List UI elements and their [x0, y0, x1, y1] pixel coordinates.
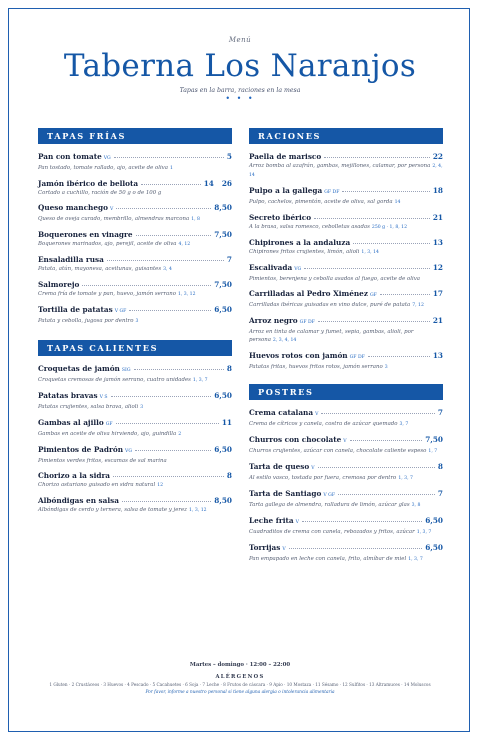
dish-price: 7,50 — [214, 230, 232, 239]
menu-item-row — [38, 179, 232, 188]
dish-description-text: Churros crujientes, azúcar con canela, chocolate caliente espeso — [249, 448, 427, 454]
allergen-codes: 3 — [135, 319, 139, 324]
menu-item-row — [38, 255, 232, 264]
menu-item-row — [249, 289, 443, 300]
dotted-leader — [122, 500, 211, 502]
dish-description-text: Patatas crujientes, salsa brava, alioli — [38, 404, 139, 410]
dish-description-text: Patata y cebolla, jugosa por dentro — [38, 318, 134, 324]
dietary-tags: V GF — [114, 309, 127, 314]
menu-item — [249, 462, 443, 483]
dotted-leader — [321, 412, 435, 414]
dietary-tags: GF — [369, 293, 377, 298]
menu-item — [38, 496, 232, 515]
dish-name: Salmorejo — [38, 280, 80, 289]
menu-item-row — [38, 445, 232, 456]
menu-item — [38, 391, 232, 412]
menu-subtitle: Tapas en la barra, raciones en la mesa — [179, 87, 301, 94]
allergen-codes: 12 — [157, 483, 164, 488]
dish-description-text: Pimientos verdes fritos, escamas de sal marina — [38, 458, 167, 464]
allergen-codes: 2 — [178, 432, 182, 437]
dotted-leader — [318, 466, 435, 468]
dotted-leader — [350, 439, 423, 441]
dish-description — [249, 223, 443, 232]
dish-description — [38, 457, 232, 465]
dish-description-text: Chorizo asturiano guisado en sidra natural — [38, 482, 156, 488]
dotted-leader — [82, 284, 211, 286]
opening-hours: Martes – domingo · 12:00 – 22:00 — [189, 662, 291, 668]
menu-item — [38, 230, 232, 249]
menu-item — [38, 364, 232, 385]
dish-description — [249, 447, 443, 456]
allergen-codes: 1, 8 — [191, 217, 200, 222]
dotted-leader — [116, 207, 211, 209]
dish-description-text: Crema fría de tomate y pan, huevo, jamón serrano — [38, 291, 176, 297]
dish-description-text: Cortado a cuchillo, ración de 50 g o de 100 g — [38, 190, 162, 196]
dotted-leader — [368, 355, 430, 357]
allergen-codes: 2, 3, 4, 14 — [272, 338, 297, 343]
dish-name: Croquetas de jamón — [38, 364, 120, 373]
dotted-leader — [324, 156, 430, 158]
allergen-codes: 1, 3, 12 — [189, 508, 207, 513]
dietary-tags: VG — [125, 449, 133, 454]
dish-name: Pan con tomate — [38, 152, 102, 161]
dish-price: 17 — [432, 289, 443, 298]
menu-footer — [20, 662, 460, 695]
menu-item-row — [38, 280, 232, 289]
dotted-leader — [113, 475, 224, 477]
menu-item — [249, 408, 443, 429]
dish-name: Gambas al ajillo — [38, 418, 104, 427]
allergen-codes: 1, 3, 7 — [398, 476, 413, 481]
dietary-tags: V GF — [323, 493, 336, 498]
allergen-codes: 3, 7 — [399, 422, 409, 427]
allergen-codes: 1, 3, 7 — [416, 530, 432, 535]
dotted-leader — [136, 234, 212, 236]
menu-item — [249, 435, 443, 456]
menu-item — [38, 305, 232, 326]
menu-item — [249, 289, 443, 310]
dietary-tags: GF DF — [324, 190, 340, 195]
dish-price: 7 — [437, 489, 443, 498]
dish-name: Secreto ibérico — [249, 213, 312, 222]
dish-price: 7,50 — [214, 280, 232, 289]
dish-price: 21 — [432, 316, 443, 325]
dietary-tags: VG — [294, 267, 302, 272]
dotted-leader — [302, 520, 422, 522]
dotted-leader — [314, 217, 430, 219]
allergen-codes: 250 g · 1, 8, 12 — [371, 225, 408, 230]
menu-item — [38, 152, 232, 173]
dish-description — [249, 363, 443, 372]
dish-description — [249, 328, 443, 345]
dish-description — [249, 198, 443, 207]
allergen-codes: 7, 12 — [412, 303, 424, 308]
dish-name: Jamón ibérico de bellota — [38, 179, 139, 188]
dish-price: 5 — [226, 152, 232, 161]
menu-item-row — [38, 471, 232, 480]
dish-price: 7 — [437, 408, 443, 417]
dish-price: 6,50 — [425, 516, 443, 525]
dish-description — [38, 240, 232, 249]
dish-description — [38, 403, 232, 412]
menu-item — [38, 280, 232, 299]
menu-item-row — [249, 316, 443, 327]
menu-item-row — [38, 364, 232, 375]
dish-description-text: Pimientos, berenjena y cebolla asados al fuego, aceite de oliva — [249, 276, 420, 282]
dish-name: Leche frita — [249, 516, 294, 525]
dotted-leader — [129, 309, 211, 311]
dish-name: Carrilladas al Pedro Ximénez — [249, 289, 368, 298]
dish-name: Tarta de Santiago — [249, 489, 322, 498]
dish-description-text: Pulpo, cachelos, pimentón, aceite de oliva, sal gorda — [249, 199, 393, 205]
dish-price: 8,50 — [214, 203, 232, 212]
dish-description-text: Cuadraditos de crema con canela, rebozados y fritos, azúcar — [249, 529, 415, 535]
menu-item — [249, 489, 443, 510]
dietary-tags: V — [311, 466, 315, 471]
menu-item-row — [249, 238, 443, 247]
dish-description — [38, 481, 232, 490]
allergen-codes: 1, 3, 12 — [177, 292, 196, 297]
dish-name: Escalivada — [249, 263, 293, 272]
menu-item-row — [38, 203, 232, 214]
dietary-tags: V — [315, 412, 319, 417]
dish-price: 21 — [432, 213, 443, 222]
dotted-leader — [111, 395, 212, 397]
menu-item — [249, 543, 443, 564]
allergen-codes: 2, 4, 14 — [249, 164, 443, 178]
menu-item — [249, 186, 443, 207]
dish-description-text: Albóndigas de cerdo y ternera, salsa de tomate y jerez — [38, 507, 188, 513]
decorative-dots: • • • — [225, 94, 255, 103]
dish-name: Queso manchego — [38, 203, 108, 212]
dish-price: 14 — [203, 179, 214, 188]
dish-description-text: Croquetas cremosas de jamón serrano, cuatro unidades — [38, 377, 191, 383]
menu-section — [38, 128, 232, 326]
dish-name: Patatas bravas — [38, 391, 98, 400]
dotted-leader — [107, 259, 224, 261]
dish-description-text: Tarta gallega de almendra, ralladura de limón, azúcar glas — [249, 502, 410, 508]
dish-price: 7 — [226, 255, 232, 264]
dish-description — [38, 376, 232, 385]
dish-price: 8 — [226, 471, 232, 480]
dietary-tags: V — [109, 207, 114, 212]
section-title: TAPAS CALIENTES — [38, 340, 232, 356]
dish-description — [249, 275, 443, 283]
dietary-tags: VG — [103, 156, 111, 161]
dish-description — [249, 528, 443, 537]
allergen-codes: 14 — [394, 200, 401, 205]
menu-item-row — [249, 408, 443, 419]
dish-description-text: Carrilladas ibéricas guisadas en vino dulce, puré de patata — [249, 302, 411, 308]
menu-item-row — [249, 543, 443, 554]
dish-name: Pulpo a la gallega — [249, 186, 323, 195]
dish-price: 8 — [437, 462, 443, 471]
dotted-leader — [304, 267, 430, 269]
dish-price-large: 26 — [221, 179, 232, 188]
menu-item — [249, 213, 443, 232]
dotted-leader — [318, 320, 430, 322]
menu-item — [249, 516, 443, 537]
dish-name: Pimientos de Padrón — [38, 445, 124, 454]
dish-price: 6,50 — [214, 305, 232, 314]
dish-price: 8,50 — [214, 496, 232, 505]
dish-description-text: Arroz en tinta de calamar y fumet, sepia, gambas, alioli, por persona — [249, 329, 414, 343]
dish-price: 13 — [432, 238, 443, 247]
dish-description — [249, 501, 443, 510]
allergen-codes: 1, 3, 7 — [192, 378, 208, 383]
dish-description — [38, 215, 232, 224]
dish-name: Huevos rotos con jamón — [249, 351, 348, 360]
dish-description-text: Gambas en aceite de oliva hirviendo, ajo, guindilla — [38, 431, 177, 437]
menu-section — [249, 384, 443, 564]
menu-item-row — [38, 496, 232, 505]
dietary-tags: V — [295, 520, 299, 525]
menu-item-row — [249, 351, 443, 362]
dotted-leader — [134, 368, 224, 370]
menu-item-row — [249, 186, 443, 197]
dietary-tags: V S — [99, 395, 108, 400]
dish-price: 13 — [432, 351, 443, 360]
dietary-tags: GF — [105, 422, 113, 427]
menu-item-row — [249, 516, 443, 527]
menu-item — [38, 203, 232, 224]
menu-item-row — [249, 435, 443, 446]
menu-section — [38, 340, 232, 515]
menu-item-row — [38, 305, 232, 316]
section-title: POSTRES — [249, 384, 443, 400]
menu-item — [249, 351, 443, 372]
dish-price: 11 — [221, 418, 232, 427]
allergen-codes: 3, 8 — [411, 503, 421, 508]
menu-item-row — [249, 263, 443, 274]
dish-description-text: Arroz bomba al azafrán, gambas, mejillones, calamar, por persona — [249, 163, 431, 169]
dietary-tags: GF DF — [349, 355, 365, 360]
dish-name: Albóndigas en salsa — [38, 496, 119, 505]
dish-description-text: Al estilo vasco, tostada por fuera, cremosa por dentro — [249, 475, 397, 481]
dish-description — [38, 290, 232, 299]
allergy-note: Por favor, informe a nuestro personal si tiene alguna alergia o intolerancia alimentaria — [145, 689, 335, 695]
menu-item-row — [249, 213, 443, 222]
dish-price: 6,50 — [214, 445, 232, 454]
dotted-leader — [114, 156, 224, 158]
dish-description-text: Boquerones marinados, ajo, perejil, aceite de oliva — [38, 241, 177, 247]
dish-name: Churros con chocolate — [249, 435, 342, 444]
allergen-codes: 1, 3, 14 — [361, 250, 379, 255]
dish-name: Arroz negro — [249, 316, 298, 325]
dish-description-text: Patata, atún, mayonesa, aceitunas, guisantes — [38, 266, 162, 272]
menu-item — [38, 418, 232, 439]
menu-item-row — [249, 152, 443, 161]
dish-description-text: Patatas fritas, huevos fritos rotos, jamón serrano — [249, 364, 383, 370]
menu-item-row — [38, 391, 232, 402]
menu-item — [38, 179, 232, 197]
dish-description — [249, 301, 443, 310]
dish-price: 12 — [432, 263, 443, 272]
allergen-codes: 3 — [384, 365, 388, 370]
menu-item-row — [38, 230, 232, 239]
dietary-tags: SIG — [121, 368, 131, 373]
menu-item-row — [38, 152, 232, 163]
dish-description-text: Pan tostado, tomate rallado, ajo, aceite de oliva — [38, 165, 168, 171]
dish-name: Tortilla de patatas — [38, 305, 113, 314]
dotted-leader — [135, 449, 211, 451]
dish-description-text: Chipirones fritos crujientes, limón, alioli — [249, 249, 360, 255]
dish-name: Boquerones en vinagre — [38, 230, 133, 239]
dotted-leader — [289, 547, 422, 549]
dotted-leader — [338, 493, 435, 495]
dotted-leader — [141, 183, 201, 185]
dish-name: Tarta de queso — [249, 462, 310, 471]
menu-item-row — [249, 462, 443, 473]
dish-description — [38, 317, 232, 326]
allergen-codes: 1 — [169, 166, 173, 171]
section-title: TAPAS FRÍAS — [38, 128, 232, 144]
allergen-codes: 4, 12 — [178, 242, 191, 247]
dish-name: Ensaladilla rusa — [38, 255, 104, 264]
dish-name: Torrijas — [249, 543, 281, 552]
dish-description — [38, 189, 232, 197]
menu-item — [38, 471, 232, 490]
dish-description — [38, 265, 232, 274]
dotted-leader — [380, 293, 430, 295]
menu-item — [38, 445, 232, 465]
dish-description-text: A la brasa, salsa romesco, cebolletas asadas — [249, 224, 370, 230]
dotted-leader — [353, 242, 430, 244]
menu-item — [249, 263, 443, 283]
dish-description — [249, 162, 443, 180]
menu-item — [249, 316, 443, 345]
dish-price: 18 — [432, 186, 443, 195]
dish-description — [249, 420, 443, 429]
dish-price: 6,50 — [425, 543, 443, 552]
menu-item-row — [38, 418, 232, 429]
menu-item — [38, 255, 232, 274]
dish-description-text: Queso de oveja curado, membrillo, almendras marcona — [38, 216, 190, 222]
dish-description-text: Pan empapado en leche con canela, frito, almíbar de miel — [249, 556, 407, 562]
section-title: RACIONES — [249, 128, 443, 144]
allergens-list: 1 Gluten · 2 Crustáceos · 3 Huevos · 4 Pescado · 5 Cacahuetes · 6 Soja · 7 Leche · 8 Frutos de cáscara · 9 Apio · 10 Mostaza · 11 Sésamo · 12 Sulfitos · 13 Altramuces · 14 Moluscos — [49, 682, 431, 687]
dish-name: Chorizo a la sidra — [38, 471, 111, 480]
right-column — [249, 128, 443, 570]
dish-price: 7,50 — [425, 435, 443, 444]
dish-name: Chipirones a la andaluza — [249, 238, 351, 247]
dietary-tags: V — [282, 547, 286, 552]
menu-item — [249, 152, 443, 180]
dietary-tags: GF DF — [299, 320, 315, 325]
dish-name: Paella de marisco — [249, 152, 322, 161]
menu-header — [0, 36, 480, 103]
dish-name: Crema catalana — [249, 408, 314, 417]
dish-description — [38, 506, 232, 515]
dish-description-text: Crema de cítricos y canela, costra de azúcar quemado — [249, 421, 398, 427]
dish-price: 8 — [226, 364, 232, 373]
menu-section — [249, 128, 443, 372]
restaurant-name: Taberna Los Naranjos — [63, 48, 417, 84]
dish-price: 22 — [432, 152, 443, 161]
allergens-title: ALÉRGENOS — [215, 674, 265, 680]
allergen-codes: 3, 4 — [163, 267, 172, 272]
left-column — [38, 128, 232, 521]
allergen-codes: 3 — [140, 405, 144, 410]
menu-item-row — [249, 489, 443, 500]
menu-kicker: Menú — [228, 36, 252, 44]
dish-description — [249, 555, 443, 564]
menu-item — [249, 238, 443, 257]
dish-description — [249, 248, 443, 257]
dish-description — [38, 164, 232, 173]
dish-description — [38, 430, 232, 439]
dotted-leader — [342, 190, 429, 192]
dietary-tags: V — [343, 439, 347, 444]
dish-price: 6,50 — [214, 391, 232, 400]
allergen-codes: 1, 7 — [428, 449, 438, 454]
dish-description — [249, 474, 443, 483]
dotted-leader — [116, 422, 219, 424]
allergen-codes: 1, 3, 7 — [408, 557, 423, 562]
